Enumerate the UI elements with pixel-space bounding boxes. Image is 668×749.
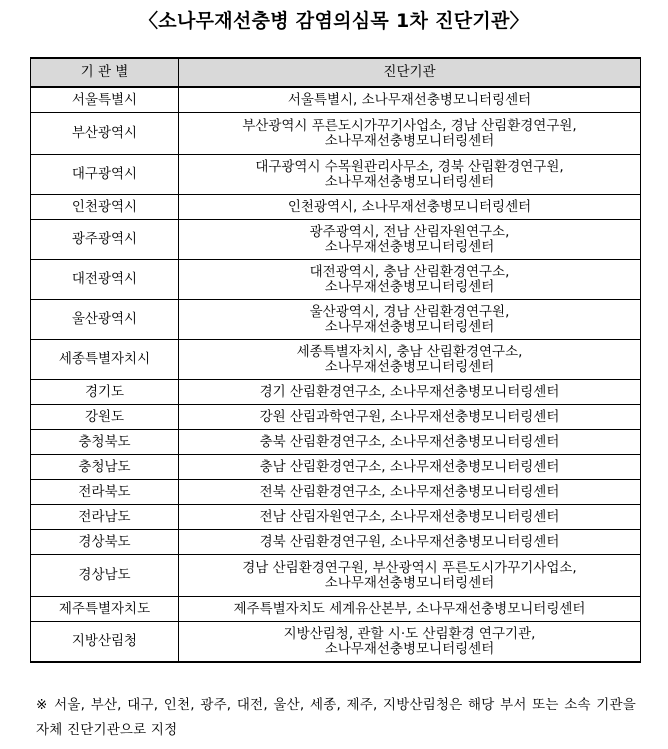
agency-line: 강원 산림과학연구원, 소나무재선충병모니터링센터 [259,408,560,425]
region-cell: 울산광역시 [31,300,179,340]
agency-line: 소나무재선충병모니터링센터 [324,132,495,149]
agency-line: 전북 산림환경연구소, 소나무재선충병모니터링센터 [259,483,560,500]
table-row [31,155,641,195]
table-row [31,87,641,113]
table-row [31,220,641,260]
agency-cell [179,220,641,260]
table-row [31,555,641,597]
page-title: 〈소나무재선충병 감염의심목 1차 진단기관〉 [139,10,529,32]
table-body [31,87,641,662]
table-row [31,597,641,622]
agency-line: 인천광역시, 소나무재선충병모니터링센터 [287,198,532,215]
region-cell: 충청남도 [31,455,179,480]
table-row [31,405,641,430]
agency-line: 충북 산림환경연구소, 소나무재선충병모니터링센터 [259,433,560,450]
agency-cell [179,622,641,663]
agency-cell [179,380,641,405]
agency-line: 경북 산림환경연구원, 소나무재선충병모니터링센터 [259,533,560,550]
agency-cell [179,455,641,480]
agency-cell [179,300,641,340]
table-row [31,622,641,663]
table-row [31,340,641,380]
agency-cell [179,430,641,455]
agency-cell [179,597,641,622]
agency-cell [179,195,641,220]
agency-line: 세종특별자치시, 충남 산림환경연구소, [296,343,523,360]
agency-cell [179,340,641,380]
region-cell: 인천광역시 [31,195,179,220]
region-cell: 부산광역시 [31,113,179,155]
region-cell: 충청북도 [31,430,179,455]
table-row [31,430,641,455]
agency-line: 지방산림청, 관할 시·도 산림환경 연구기관, [283,625,536,642]
table-row [31,505,641,530]
region-cell: 전라남도 [31,505,179,530]
region-cell: 제주특별자치도 [31,597,179,622]
agency-line: 부산광역시 푸른도시가꾸기사업소, 경남 산림환경연구원, [242,117,577,134]
region-cell: 경기도 [31,380,179,405]
diagnosis-agency-table [30,57,641,663]
region-cell: 강원도 [31,405,179,430]
agency-line: 울산광역시, 경남 산림환경연구원, [309,303,510,320]
agency-line: 제주특별자치도 세계유산본부, 소나무재선충병모니터링센터 [233,600,586,617]
table-row [31,380,641,405]
table-row [31,455,641,480]
agency-cell [179,555,641,597]
agency-cell [179,405,641,430]
region-cell: 광주광역시 [31,220,179,260]
footnote: ※ 서울, 부산, 대구, 인천, 광주, 대전, 울산, 세종, 제주, 지방산림청은 해당 부서 또는 소속 기관을 자체 진단기관으로 지정 [36,697,636,738]
agency-cell [179,155,641,195]
agency-line: 충남 산림환경연구소, 소나무재선충병모니터링센터 [259,458,560,475]
agency-line: 서울특별시, 소나무재선충병모니터링센터 [287,91,532,108]
region-cell: 경상남도 [31,555,179,597]
agency-line: 소나무재선충병모니터링센터 [324,278,495,295]
table-header-row [31,58,641,87]
table-row [31,300,641,340]
agency-line: 경기 산림환경연구소, 소나무재선충병모니터링센터 [259,383,560,400]
header-region: 기 관 별 [31,58,179,87]
agency-line: 소나무재선충병모니터링센터 [324,358,495,375]
region-cell: 서울특별시 [31,87,179,113]
agency-line: 소나무재선충병모니터링센터 [324,640,495,657]
region-cell: 전라북도 [31,480,179,505]
agency-line: 소나무재선충병모니터링센터 [324,238,495,255]
table-row [31,195,641,220]
agency-line: 소나무재선충병모니터링센터 [324,574,495,591]
table-row [31,260,641,300]
region-cell: 지방산림청 [31,622,179,663]
region-cell: 경상북도 [31,530,179,555]
region-cell: 대구광역시 [31,155,179,195]
agency-line: 소나무재선충병모니터링센터 [324,173,495,190]
agency-cell [179,87,641,113]
agency-cell [179,505,641,530]
agency-cell [179,113,641,155]
agency-cell [179,530,641,555]
table-row [31,530,641,555]
region-cell: 세종특별자치시 [31,340,179,380]
agency-cell [179,480,641,505]
agency-line: 대전광역시, 충남 산림환경연구소, [309,263,510,280]
agency-line: 대구광역시 수목원관리사무소, 경북 산림환경연구원, [255,158,564,175]
agency-cell [179,260,641,300]
table-row [31,480,641,505]
agency-line: 소나무재선충병모니터링센터 [324,318,495,335]
table-row [31,113,641,155]
agency-line: 경남 산림환경연구원, 부산광역시 푸른도시가꾸기사업소, [242,559,577,576]
region-cell: 대전광역시 [31,260,179,300]
header-agency: 진단기관 [179,58,641,87]
agency-line: 전남 산림자원연구소, 소나무재선충병모니터링센터 [259,508,560,525]
agency-line: 광주광역시, 전남 산림자원연구소, [309,223,510,240]
